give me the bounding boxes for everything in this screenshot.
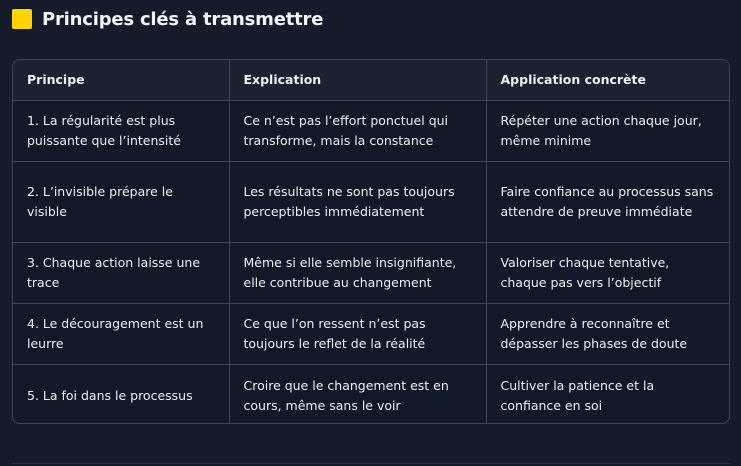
explication-cell: Ce n’est pas l’effort ponctuel qui transforme, mais la constance <box>229 101 486 162</box>
table-row <box>13 243 729 304</box>
principe-cell: 5. La foi dans le processus <box>13 365 229 425</box>
table-row <box>13 365 729 425</box>
application-cell: Valoriser chaque tentative, chaque pas vers l’objectif <box>486 243 729 304</box>
bottom-divider <box>12 463 730 464</box>
principe-cell: 1. La régularité est plus puissante que l’intensité <box>13 101 229 162</box>
application-cell: Répéter une action chaque jour, même minime <box>486 101 729 162</box>
explication-cell: Ce que l’on ressent n’est pas toujours le reflet de la réalité <box>229 304 486 365</box>
table-header-row <box>13 60 729 101</box>
table-row <box>13 162 729 243</box>
section-heading <box>12 6 323 32</box>
application-cell: Apprendre à reconnaître et dépasser les phases de doute <box>486 304 729 365</box>
principles-table-container <box>12 59 730 424</box>
section-title: Principes clés à transmettre <box>42 8 324 30</box>
application-cell: Faire confiance au processus sans attendre de preuve immédiate <box>486 162 729 243</box>
application-cell: Cultiver la patience et la confiance en soi <box>500 377 655 413</box>
explication-cell: Croire que le changement est en cours, même sans le voir <box>229 365 486 425</box>
principe-cell: 2. L’invisible prépare le visible <box>13 162 229 243</box>
table-row <box>13 101 729 162</box>
table-row <box>13 304 729 365</box>
principles-table <box>13 60 729 424</box>
yellow-square-icon <box>12 9 32 29</box>
column-header-application: Application concrète <box>486 60 729 101</box>
explication-cell: Les résultats ne sont pas toujours perceptibles immédiatement <box>229 162 486 243</box>
column-header-principe: Principe <box>13 60 229 101</box>
principe-cell: 4. Le découragement est un leurre <box>13 304 229 365</box>
explication-cell: Même si elle semble insignifiante, elle contribue au changement <box>229 243 486 304</box>
principe-cell: 3. Chaque action laisse une trace <box>13 243 229 304</box>
column-header-explication: Explication <box>229 60 486 101</box>
